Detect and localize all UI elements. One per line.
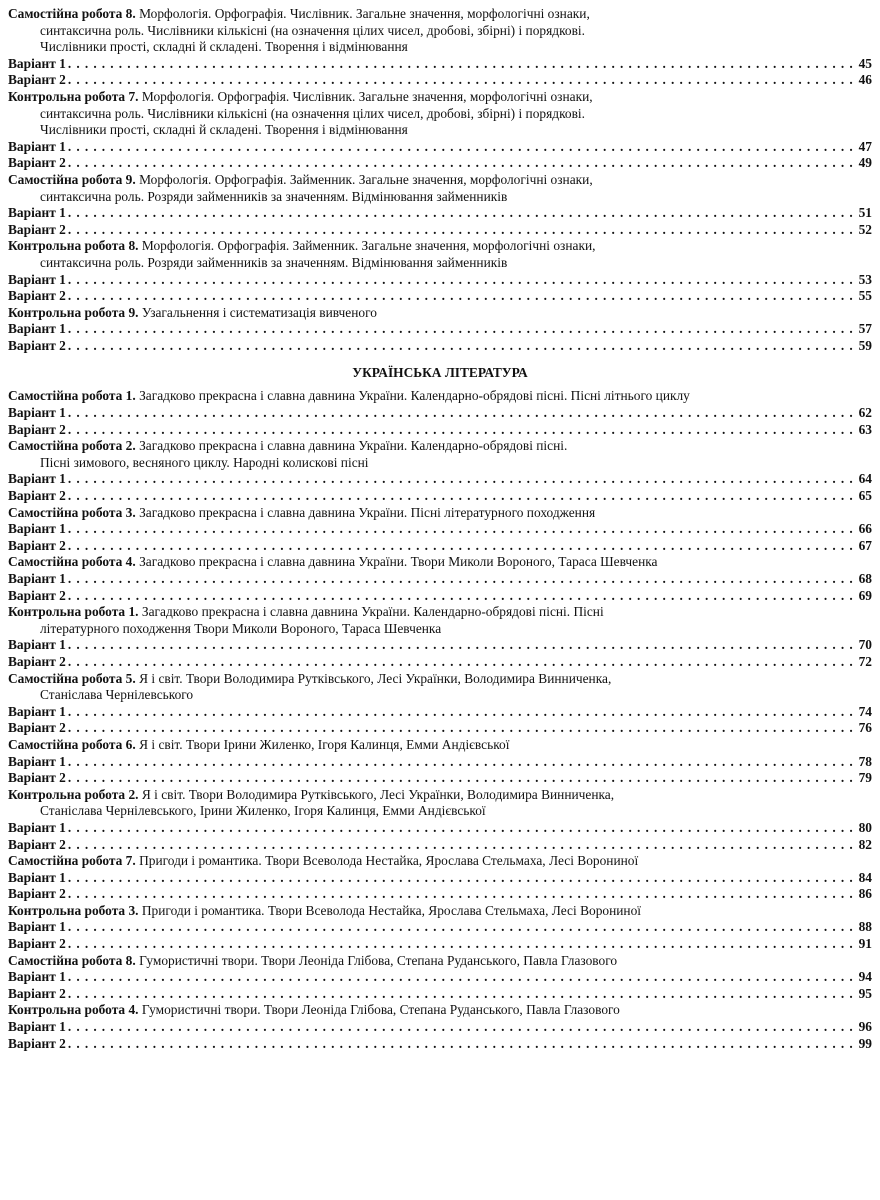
page-number: 52 (858, 221, 872, 237)
toc-item (8, 554, 872, 604)
toc-item (8, 787, 872, 853)
heading-line (8, 903, 872, 920)
toc-item (8, 305, 872, 355)
page-number: 91 (858, 936, 872, 952)
page-number: 45 (858, 55, 872, 71)
page-number: 79 (858, 770, 872, 786)
page-number: 64 (858, 471, 872, 487)
leader-dots (68, 338, 857, 355)
variant-label: Варіант 1 (8, 753, 66, 769)
variant-row[interactable] (8, 321, 872, 338)
toc-item (8, 89, 872, 172)
toc-part (8, 364, 872, 1052)
work-title: Загадково прекрасна і славна давнина України. Календарно-обрядові пісні. Пісні (141, 604, 604, 620)
leader-dots (68, 637, 857, 654)
item-heading (8, 388, 872, 405)
toc-item (8, 604, 872, 670)
variant-row[interactable] (8, 1019, 872, 1036)
variant-row[interactable] (8, 637, 872, 654)
toc-item (8, 6, 872, 89)
work-label: Контрольна робота 1. (8, 604, 139, 620)
heading-line: Станіслава Чернілевського (40, 687, 194, 703)
page-number: 68 (858, 571, 872, 586)
page-number: 69 (858, 587, 872, 603)
toc-item (8, 737, 872, 787)
variant-row[interactable] (8, 837, 872, 854)
variant-label: Варіант 1 (8, 55, 66, 71)
work-title: Загадково прекрасна і славна давнина України. Твори Миколи Вороного, Тараса Шевченка (139, 554, 658, 570)
leader-dots (68, 571, 857, 588)
heading-line: Станіслава Чернілевського, Ірини Жиленко, Ігоря Калинця, Емми Андієвської (40, 803, 486, 819)
variant-row[interactable] (8, 1036, 872, 1053)
item-heading (8, 305, 872, 322)
heading-line (8, 305, 872, 322)
variant-row[interactable] (8, 704, 872, 721)
page-number: 84 (858, 869, 872, 885)
leader-dots (68, 139, 857, 156)
page-number: 96 (858, 1019, 872, 1035)
work-label: Самостійна робота 3. (8, 504, 136, 520)
leader-dots (68, 754, 857, 771)
variant-label: Варіант 1 (8, 1019, 66, 1035)
variant-label: Варіант 2 (8, 653, 66, 669)
toc-item (8, 172, 872, 238)
page-number: 94 (858, 969, 872, 985)
variant-label: Варіант 2 (8, 770, 66, 786)
toc-item (8, 671, 872, 737)
work-label: Самостійна робота 8. (8, 952, 136, 968)
heading-line (8, 737, 872, 754)
leader-dots (68, 1036, 857, 1053)
variant-label: Варіант 2 (8, 537, 66, 553)
item-heading (8, 438, 872, 471)
leader-dots (68, 837, 857, 854)
variant-label: Варіант 1 (8, 471, 66, 487)
page-number: 51 (858, 205, 872, 221)
heading-line (8, 604, 872, 621)
toc-item (8, 505, 872, 555)
item-heading (8, 787, 872, 820)
leader-dots (68, 1019, 857, 1036)
heading-line: синтаксична роль. Числівники кількісні (на означення цілих чисел, дробові, збірні) і порядкові. (40, 22, 585, 38)
leader-dots (68, 405, 857, 422)
leader-dots (68, 936, 857, 953)
variant-row[interactable] (8, 820, 872, 837)
heading-line (8, 671, 872, 688)
variant-row[interactable] (8, 571, 872, 588)
variant-row[interactable] (8, 986, 872, 1003)
variant-row[interactable] (8, 870, 872, 887)
variant-label: Варіант 2 (8, 587, 66, 603)
leader-dots (68, 919, 857, 936)
variant-row[interactable] (8, 754, 872, 771)
variant-row[interactable] (8, 969, 872, 986)
item-heading (8, 238, 872, 271)
variant-label: Варіант 1 (8, 571, 66, 586)
page-number: 53 (858, 271, 872, 287)
variant-row[interactable] (8, 56, 872, 73)
leader-dots (68, 488, 857, 505)
work-label: Самостійна робота 6. (8, 736, 136, 752)
page-number: 62 (858, 405, 872, 421)
variant-row[interactable] (8, 720, 872, 737)
toc-item (8, 1002, 872, 1052)
variant-label: Варіант 2 (8, 720, 66, 736)
page-number: 65 (858, 488, 872, 504)
leader-dots (68, 870, 857, 887)
variant-row[interactable] (8, 886, 872, 903)
variant-row[interactable] (8, 654, 872, 671)
variant-label: Варіант 2 (8, 488, 66, 504)
variant-label: Варіант 1 (8, 869, 66, 885)
toc-part (8, 6, 872, 354)
heading-line (8, 6, 872, 23)
heading-line (8, 438, 872, 455)
variant-row[interactable] (8, 770, 872, 787)
variant-label: Варіант 2 (8, 886, 66, 902)
leader-dots (68, 538, 857, 555)
item-heading (8, 6, 872, 56)
leader-dots (68, 422, 857, 439)
page-number: 88 (858, 919, 872, 935)
page-number: 72 (858, 653, 872, 669)
leader-dots (68, 986, 857, 1003)
work-title: Загадково прекрасна і славна давнина України. Календарно-обрядові пісні. Пісні літнього циклу (139, 388, 690, 404)
variant-label: Варіант 1 (8, 819, 66, 835)
toc-item (8, 438, 872, 504)
leader-dots (68, 704, 857, 721)
work-title: Морфологія. Орфографія. Числівник. Загальне значення, морфологічні ознаки, (141, 88, 593, 104)
page-number: 67 (858, 537, 872, 553)
work-label: Самостійна робота 5. (8, 670, 136, 686)
work-title: Морфологія. Орфографія. Займенник. Загальне значення, морфологічні ознаки, (139, 171, 593, 187)
variant-row[interactable] (8, 538, 872, 555)
leader-dots (68, 56, 857, 73)
leader-dots (68, 720, 857, 737)
variant-row[interactable] (8, 272, 872, 289)
heading-line: синтаксична роль. Розряди займенників за значенням. Відмінювання займенників (40, 254, 508, 270)
leader-dots (68, 770, 857, 787)
variant-row[interactable] (8, 588, 872, 605)
heading-line (8, 953, 872, 970)
leader-dots (68, 969, 857, 986)
work-title: Узагальнення і систематизація вивченого (141, 304, 377, 320)
variant-label: Варіант 2 (8, 221, 66, 237)
variant-label: Варіант 1 (8, 703, 66, 719)
variant-label: Варіант 2 (8, 337, 66, 353)
leader-dots (68, 521, 857, 538)
item-heading (8, 505, 872, 522)
work-title: Я і світ. Твори Володимира Рутківського, Лесі Українки, Володимира Винниченка, (141, 786, 615, 802)
toc-item (8, 853, 872, 903)
leader-dots (68, 205, 857, 222)
page-number: 99 (858, 1035, 872, 1051)
heading-line (8, 787, 872, 804)
work-label: Контрольна робота 4. (8, 1002, 139, 1018)
toc-item (8, 953, 872, 1003)
work-label: Контрольна робота 7. (8, 88, 139, 104)
page-number: 70 (858, 637, 872, 653)
work-title: Я і світ. Твори Ірини Жиленко, Ігоря Калинця, Емми Андієвської (139, 736, 510, 752)
work-label: Самостійна робота 1. (8, 388, 136, 404)
heading-line (8, 853, 872, 870)
item-heading (8, 604, 872, 637)
variant-label: Варіант 1 (8, 919, 66, 935)
variant-label: Варіант 2 (8, 72, 66, 88)
page-number: 82 (858, 836, 872, 852)
work-label: Контрольна робота 8. (8, 238, 139, 254)
variant-label: Варіант 1 (8, 969, 66, 985)
heading-line (8, 388, 872, 405)
heading-line (8, 89, 872, 106)
page-number: 86 (858, 886, 872, 902)
variant-label: Варіант 2 (8, 985, 66, 1001)
variant-row[interactable] (8, 288, 872, 305)
variant-label: Варіант 1 (8, 321, 66, 337)
variant-row[interactable] (8, 139, 872, 156)
work-title: Я і світ. Твори Володимира Рутківського, Лесі Українки, Володимира Винниченка, (139, 670, 612, 686)
work-label: Самостійна робота 7. (8, 853, 136, 869)
variant-label: Варіант 1 (8, 205, 66, 221)
page-number: 46 (858, 72, 872, 88)
item-heading (8, 1002, 872, 1019)
leader-dots (68, 155, 857, 172)
work-label: Самостійна робота 2. (8, 438, 136, 454)
variant-row[interactable] (8, 521, 872, 538)
page-number: 59 (858, 337, 872, 353)
work-title: Гумористичні твори. Твори Леоніда Глібова, Степана Руданського, Павла Глазового (141, 1002, 620, 1018)
variant-label: Варіант 2 (8, 936, 66, 952)
heading-line: літературного походження Твори Миколи Вороного, Тараса Шевченка (40, 620, 442, 636)
variant-label: Варіант 1 (8, 405, 66, 421)
work-label: Контрольна робота 2. (8, 786, 139, 802)
leader-dots (68, 471, 857, 488)
variant-label: Варіант 1 (8, 521, 66, 537)
page-number: 47 (858, 138, 872, 154)
leader-dots (68, 321, 857, 338)
variant-row[interactable] (8, 222, 872, 239)
leader-dots (68, 654, 857, 671)
heading-line: Числівники прості, складні й складені. Творення і відмінювання (40, 122, 408, 138)
leader-dots (68, 272, 857, 289)
work-title: Гумористичні твори. Твори Леоніда Глібова, Степана Руданського, Павла Глазового (139, 952, 618, 968)
heading-line: синтаксична роль. Числівники кількісні (на означення цілих чисел, дробові, збірні) і порядкові. (40, 105, 585, 121)
leader-dots (68, 288, 857, 305)
toc-item (8, 388, 872, 438)
variant-row[interactable] (8, 919, 872, 936)
work-title: Пригоди і романтика. Твори Всеволода Нестайка, Ярослава Стельмаха, Лесі Ворониної (141, 902, 641, 918)
leader-dots (68, 820, 857, 837)
toc-item (8, 903, 872, 953)
heading-line (8, 554, 872, 571)
leader-dots (68, 72, 857, 89)
page-number: 63 (858, 421, 872, 437)
variant-row[interactable] (8, 936, 872, 953)
variant-label: Варіант 1 (8, 637, 66, 653)
item-heading (8, 953, 872, 970)
page-number: 55 (858, 288, 872, 304)
variant-label: Варіант 1 (8, 138, 66, 154)
section-title: УКРАЇНСЬКА ЛІТЕРАТУРА (352, 365, 528, 381)
item-heading (8, 903, 872, 920)
page-number: 80 (858, 819, 872, 835)
work-label: Контрольна робота 3. (8, 902, 139, 918)
page-number: 95 (858, 985, 872, 1001)
work-title: Морфологія. Орфографія. Займенник. Загальне значення, морфологічні ознаки, (141, 238, 596, 254)
heading-line: Числівники прості, складні й складені. Творення і відмінювання (40, 39, 408, 55)
heading-line (8, 1002, 872, 1019)
toc-item (8, 238, 872, 304)
variant-label: Варіант 2 (8, 1035, 66, 1051)
work-title: Пригоди і романтика. Твори Всеволода Нестайка, Ярослава Стельмаха, Лесі Ворониної (139, 853, 639, 869)
work-label: Контрольна робота 9. (8, 304, 139, 320)
item-heading (8, 671, 872, 704)
variant-label: Варіант 2 (8, 836, 66, 852)
page-number: 78 (858, 753, 872, 769)
variant-row[interactable] (8, 205, 872, 222)
leader-dots (68, 886, 857, 903)
work-title: Загадково прекрасна і славна давнина України. Календарно-обрядові пісні. (139, 438, 568, 454)
variant-label: Варіант 1 (8, 271, 66, 287)
item-heading (8, 853, 872, 870)
page-number: 49 (858, 155, 872, 171)
variant-row[interactable] (8, 471, 872, 488)
heading-line (8, 172, 872, 189)
work-title: Морфологія. Орфографія. Числівник. Загальне значення, морфологічні ознаки, (139, 6, 590, 21)
variant-label: Варіант 2 (8, 421, 66, 437)
item-heading (8, 172, 872, 205)
leader-dots (68, 588, 857, 605)
heading-line (8, 505, 872, 522)
variant-row[interactable] (8, 422, 872, 439)
page-number: 66 (858, 521, 872, 537)
work-label: Самостійна робота 4. (8, 554, 136, 570)
variant-row[interactable] (8, 488, 872, 505)
variant-row[interactable] (8, 338, 872, 355)
variant-label: Варіант 2 (8, 155, 66, 171)
work-title: Загадково прекрасна і славна давнина України. Пісні літературного походження (139, 504, 596, 520)
item-heading (8, 554, 872, 571)
item-heading (8, 737, 872, 754)
variant-row[interactable] (8, 405, 872, 422)
heading-line: синтаксична роль. Розряди займенників за значенням. Відмінювання займенників (40, 188, 508, 204)
item-heading (8, 89, 872, 139)
leader-dots (68, 222, 857, 239)
page-number: 76 (858, 720, 872, 736)
variant-row[interactable] (8, 155, 872, 172)
page-number: 74 (858, 703, 872, 719)
variant-row[interactable] (8, 72, 872, 89)
heading-line: Пісні зимового, весняного циклу. Народні колискові пісні (40, 454, 369, 470)
work-label: Самостійна робота 9. (8, 171, 136, 187)
variant-label: Варіант 2 (8, 288, 66, 304)
work-label: Самостійна робота 8. (8, 6, 136, 21)
page-number: 57 (858, 321, 872, 337)
heading-line (8, 238, 872, 255)
